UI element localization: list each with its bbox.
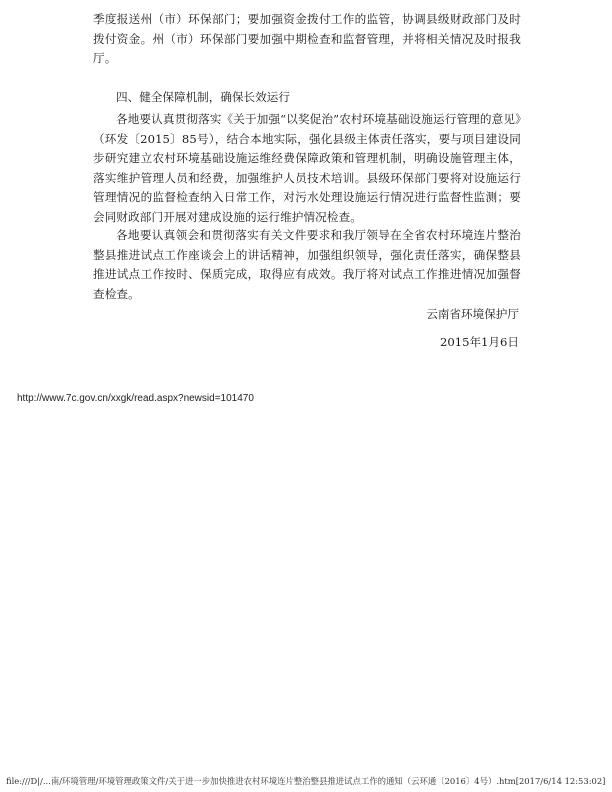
paragraph-3: 各地要认真领会和贯彻落实有关文件要求和我厅领导在全省农村环境连片整治整县推进试点工作座谈会上的讲话精神，加强组织领导，强化责任落实，确保整县推进试点工作按时、保质完成，取得应有成效。我厅将对试点工作推进情况加强督查检查。 [93,228,521,301]
signature-date: 2015年1月6日 [439,335,519,349]
paragraph-2: 各地要认真贯彻落实《关于加强“以奖促治”农村环境基础设施运行管理的意见》（环发〔2015〕85号），结合本地实际，强化县级主体责任落实，要与项目建设同步研究建立农村环境基础设施运维经费保障政策和管理机制，明确设施管理主体，落实维护管理人员和经费，加强维护人员技术培训。县级环保部门要将对设施运行管理情况的监督检查纳入日常工作，对污水处理设施运行情况进行监督性监测；要会同财政部门开展对建成设施的运行维护情况检查。 [93,112,521,224]
source-url: http://www.7c.gov.cn/xxgk/read.aspx?newsid=101470 [17,393,254,404]
section-4-heading: 四、健全保障机制，确保长效运行 [116,90,290,104]
paragraph-1: 季度报送州（市）环保部门；要加强资金拨付工作的监管，协调县级财政部门及时拨付资金。州（市）环保部门要加强中期检查和监督管理，并将相关情况及时报我厅。 [93,12,521,65]
footer-file-path: file:///D|/...南/环境管理/环境管理政策文件/关于进一步加快推进农村环境连片整治整县推进试点工作的通知（云环通〔2016〕4号）.htm[2017/6/14 12:53:02] [6,776,606,786]
signature-org: 云南省环境保护厅 [426,307,519,321]
